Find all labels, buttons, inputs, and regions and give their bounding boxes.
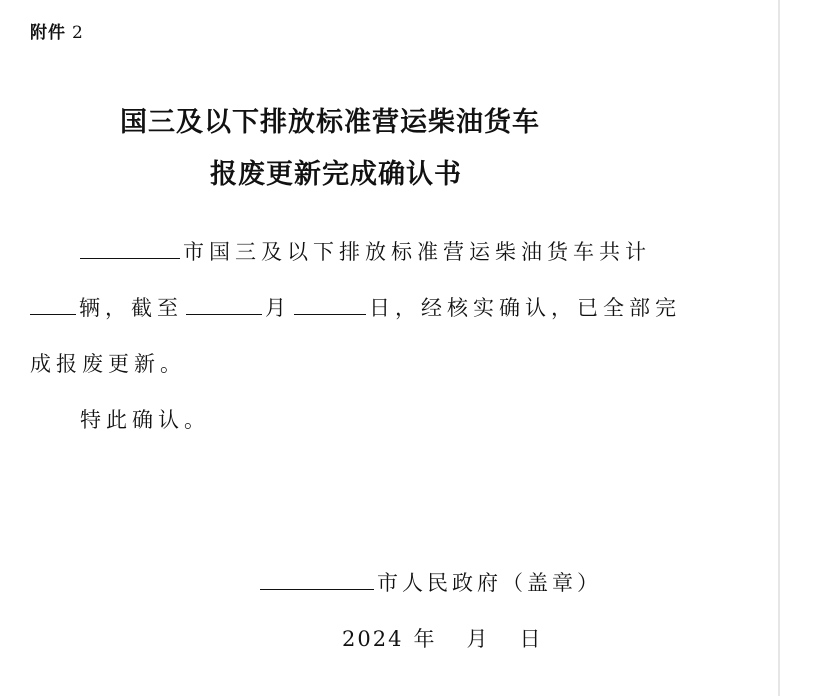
body-line-3: 成报废更新。 [30, 352, 186, 376]
attachment-number: 2 [72, 23, 84, 43]
page-edge [778, 0, 780, 696]
attachment-text: 附件 [30, 23, 66, 43]
body-line-1-text: 市国三及以下排放标准营运柴油货车共计 [183, 240, 651, 264]
city-blank[interactable] [80, 257, 180, 259]
body-line-2-c: 日，经核实确认，已全部完 [369, 296, 681, 320]
date-month-unit: 月 [466, 627, 490, 651]
issuer-city-blank[interactable] [260, 588, 374, 590]
document-title-line2: 报废更新完成确认书 [210, 159, 462, 190]
body-line-2-b: 月 [265, 296, 291, 320]
date-day-unit: 日 [519, 627, 543, 651]
date-year-unit: 年 [413, 627, 437, 651]
vehicle-count-blank[interactable] [30, 313, 76, 315]
month-blank[interactable] [186, 313, 262, 315]
issuer-text: 市人民政府（盖章） [377, 571, 602, 595]
document-title-line1: 国三及以下排放标准营运柴油货车 [120, 107, 540, 138]
date-year: 2024 [342, 627, 404, 651]
confirmation-statement: 特此确认。 [80, 408, 210, 432]
attachment-label [30, 18, 84, 43]
signature-date [342, 623, 542, 653]
day-blank[interactable] [294, 313, 366, 315]
body-line-1 [80, 236, 651, 266]
issuer-line [260, 567, 602, 597]
body-line-2-a: 辆，截至 [79, 296, 183, 320]
body-line-2 [30, 292, 681, 322]
